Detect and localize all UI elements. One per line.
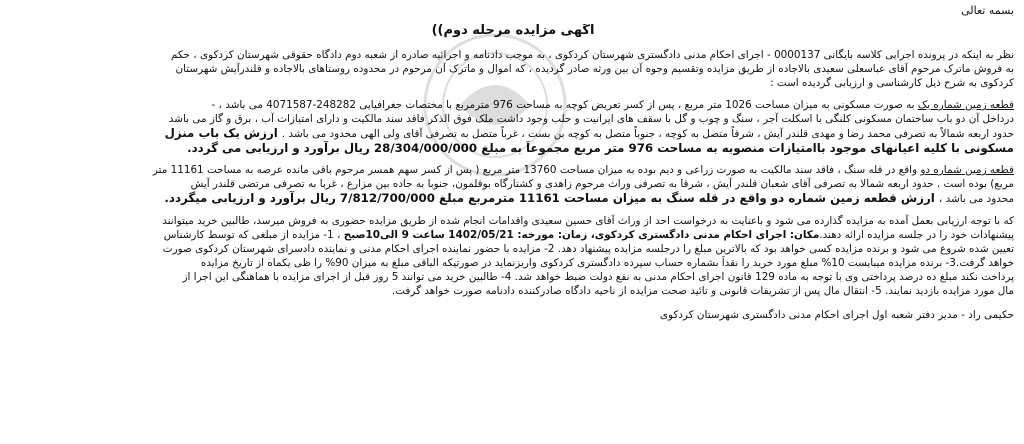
parcel1-value: مسکونی با کلیه اعیانهای موجود باامتیازات منصوبه به مساحت 976 متر مربع مجموعاً به مبلغ 28/304/000/000 ریال برآورد و ارزیابی می گردد. bbox=[187, 141, 1014, 155]
terms-text: ، 1- مزایده از مبلغی که توسط کارشناس bbox=[163, 229, 344, 241]
intro-line: به فروش ماترک مرحوم آقای عباسعلی سعیدی بالاجاده از طریق مزایده وتقسیم وجوه آن بین ورثه صادر گردیده ، که اموال و ماترک آن مرحوم در محدوده روستاهای بالاجاده و قلندرآیش شهرستان bbox=[175, 63, 1014, 75]
terms-line: خواهد گرفت.3- برنده مزایده میبایست 10% مبلغ مورد خرید را نقداً بشماره حساب سپرده دادگستری کردکوی واریزنماید در صورتیکه الباقی مبلغ به میزان 90% را ظی یکماه از تاریخ مزایده bbox=[200, 257, 1014, 269]
terms-line: پرداخت نکند مبلغ ده درصد پرداختی وی با توجه به ماده 129 قانون اجرای احکام مدنی به نفع دولت ضبط خواهد شد. 4- طالبین خرید می توانند 5 روز قبل از اجرای مزایده با هماهنگی این اجرا از bbox=[182, 271, 1014, 283]
parcel2-line bbox=[12, 163, 1014, 177]
auction-place-time: مکان: اجرای احکام مدنی دادگستری کردکوی، زمان: مورخه: 1402/05/21 ساعت 9 الی10صبح bbox=[343, 229, 820, 241]
parcel1-value-start: ارزش یک باب منزل bbox=[164, 126, 282, 140]
parcel1-text: به صورت مسکونی به میزان مساحت 1026 متر مربع ، پس از کسر تعریض کوچه به مساحت 976 مترمربع با مختصات جغرافیایی 248282-4071587 می باشد ، - bbox=[211, 99, 918, 111]
terms-line: تعیین شده شروع می شود و برنده مزایده کسی خواهد بود که بالاترین مبلغ را درجلسه مزایده پیشنهاد دهد. 2- مزایده با حضور نماینده اجرای احکام مدنی و نماینده دادسرای شهرستان کردکوی صورت bbox=[162, 243, 1014, 255]
terms-line bbox=[12, 228, 1014, 242]
parcel2-boundaries: محدود می باشد ، bbox=[938, 193, 1014, 205]
terms-line: مال مورد مزایده بازدید نمایند. 5- انتقال مال پس از تشریفات قانونی و تائید صحت مزایده از ناحیه دادگاه صادرکننده دادنامه صورت خواهد گرفت. bbox=[391, 285, 1014, 297]
parcel1-line bbox=[12, 98, 1014, 112]
parcel1-line: درداخل آن دو باب ساختمان مسکونی کلنگی با اسکلت آجر ، سنگ و چوب و گل با سقف های ایرانیت و حلب وجود داشت ملک فوق الذکر فاقد سند مالکیت و دارای امتیازات آب ، برق و گاز می باشد bbox=[168, 113, 1014, 125]
terms-line: که با توجه ارزیابی بعمل آمده به مزایده گذارده می شود و باعنایت به درخواست احد از وراث آقای حسین سعیدی واقدامات انجام شده از طریق مزایده حضوری به فروش میرسد، طالبین خرید میتوانند bbox=[162, 215, 1014, 227]
terms-text: پیشنهادات خود را در جلسه مزایده ارائه دهند. bbox=[819, 229, 1014, 241]
intro-line: کردکوی به شرح ذیل کارشناسی و ارزیابی گردیده است : bbox=[770, 77, 1014, 89]
page-title: آگهی مزایده مرحله دوم)) bbox=[431, 24, 595, 38]
parcel2-line bbox=[12, 191, 1014, 206]
parcel2-text: واقع در قله سنگ ، فاقد سند مالکیت به صورت زراعی و دیم بوده به میزان مساحت 13760 متر مربع ( پس از کسر سهم همسر مرحوم باقی مانده عرصه به مساحت 11161 متر bbox=[152, 164, 921, 176]
signature: حکیمی راد - مدیر دفتر شعبه اول اجرای احکام مدنی دادگستری شهرستان کردکوی bbox=[659, 309, 1014, 321]
intro-line: نظر به اینکه در پرونده اجرایی کلاسه بایگانی 0000137 - اجرای احکام مدنی دادگستری شهرستان کردکوی ، به موجب دادنامه و اجرائیه صادره از شعبه دوم دادگاه حقوقی شهرستان کردکوی ، حکم bbox=[170, 49, 1014, 61]
basmala: بسمه تعالی bbox=[961, 4, 1014, 17]
parcel2-value: ارزش قطعه زمین شماره دو واقع در قله سنگ به میزان مساحت 11161 مترمربع مبلغ 7/812/700/000 ریال برآورد و ارزیابی میگردد. bbox=[164, 191, 939, 205]
parcel2-lead: قطعه زمین شماره دو bbox=[920, 164, 1014, 176]
parcel2-line: مربع) بوده است . حدود اربعه شمالا به تصرفی آقای شعبان قلندر آیش ، شرقا به تصرفی وراث مرحوم زاهدی و کشتارگاه بوقلمون، جنوبا به جاده بین مزارع ، غربا به تصرفی مرتضی قلندر آیش bbox=[190, 178, 1014, 190]
parcel1-lead: قطعه زمین شماره یک bbox=[917, 99, 1014, 111]
parcel1-line bbox=[12, 126, 1014, 141]
parcel1-boundaries: حدود اربعه شمالاً به تصرفی محمد رضا و مهدی قلندر آیش ، شرقاً متصل به کوچه ، جنوباً متصل به کوچه بن بست ، غرباً متصل به تصرفی آقای ولی الهی محدود می باشد . bbox=[281, 128, 1014, 140]
